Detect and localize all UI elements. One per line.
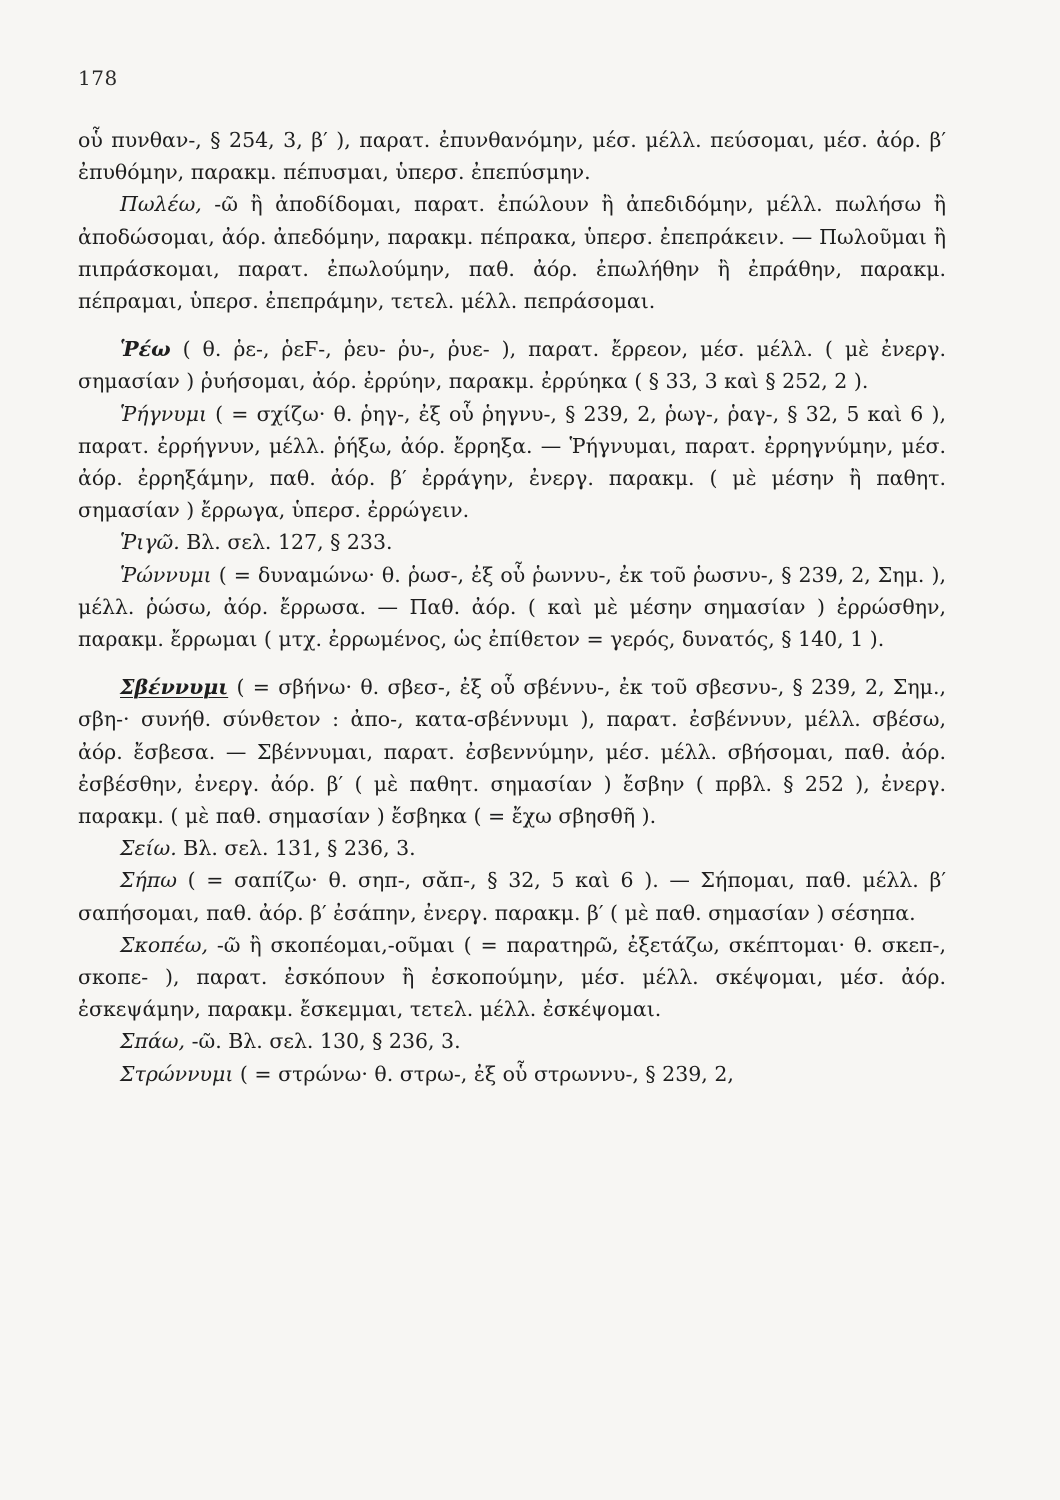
entry-text: ( = στρώνω· θ. στρω-, ἐξ οὗ στρωννυ-, § 239, 2,	[233, 1061, 734, 1086]
entry-headword: Ῥώννυμι	[120, 562, 212, 587]
page-number: 178	[78, 66, 118, 90]
entry-rigo	[78, 526, 946, 558]
entry-headword: Στρώννυμι	[120, 1061, 234, 1086]
entry-text: ( = σαπίζω· θ. σηπ-, σᾰπ-, § 32, 5 καὶ 6 ). — Σήπομαι, παθ. μέλλ. β′ σαπήσομαι, παθ. ἀόρ. β′ ἐσάπην, ἐνεργ. παρακμ. β′ ( μὲ παθ. σημασίαν ) σέσηπα.	[78, 868, 946, 925]
entry-text: Βλ. σελ. 131, § 236, 3.	[176, 836, 416, 861]
entry-headword: Σπάω,	[120, 1029, 186, 1054]
entry-reo	[78, 333, 946, 397]
entry-spao	[78, 1025, 946, 1057]
entry-text: ( θ. ῥε-, ῥεϜ-, ῥευ- ῥυ-, ῥυε- ), παρατ. ἔρρεον, μέσ. μέλλ. ( μὲ ἐνεργ. σημασίαν ) ῥυήσομαι, ἀόρ. ἐρρύην, παρακμ. ἐρρύηκα ( § 33, 3 καὶ § 252, 2 ).	[78, 337, 946, 394]
entry-sbennymi	[78, 671, 946, 832]
entry-headword: Σήπω	[120, 868, 177, 893]
entry-text: ( = σχίζω· θ. ῥηγ-, ἐξ οὗ ῥηγνυ-, § 239, 2, ῥωγ-, ῥαγ-, § 32, 5 καὶ 6 ), παρατ. ἐρρήγνυν, μέλλ. ῥήξω, ἀόρ. ἔρρηξα. — Ῥήγνυμαι, παρατ. ἐρρηγνύμην, μέσ. ἀόρ. ἐρρηξάμην, παθ. ἀόρ. β′ ἐρράγην, ἐνεργ. παρακμ. ( μὲ μέσην ἢ παθητ. σημασίαν ) ἔρρωγα, ὑπερσ. ἐρρώγειν.	[78, 401, 946, 523]
entry-sepo	[78, 864, 946, 928]
entry-headword: Σβέννυμι	[120, 675, 229, 700]
entry-text: ( = δυναμώνω· θ. ῥωσ-, ἐξ οὗ ῥωννυ-, ἐκ τοῦ ῥωσνυ-, § 239, 2, Σημ. ), μέλλ. ῥώσω, ἀόρ. ἔρρωσα. — Παθ. ἀόρ. ( καὶ μὲ μέσην σημασίαν ) ἐρρώσθην, παρακμ. ἔρρωμαι ( μτχ. ἐρρωμένος, ὡς ἐπίθετον = γερός, δυνατός, § 140, 1 ).	[78, 562, 946, 652]
entry-headword: Πωλέω,	[120, 192, 202, 217]
entry-headword: Ῥιγῶ.	[120, 530, 180, 555]
entry-headword: Ῥέω	[120, 337, 171, 362]
entry-text: -ῶ. Βλ. σελ. 130, § 236, 3.	[185, 1029, 461, 1054]
entry-text: ( = σβήνω· θ. σβεσ-, ἐξ οὗ σβέννυ-, ἐκ τοῦ σβεσνυ-, § 239, 2, Σημ., σβη-· συνήθ. σύνθετον : ἀπο-, κατα-σβέννυμι ), παρατ. ἐσβέννυν, μέλλ. σβέσω, ἀόρ. ἔσβεσα. — Σβέννυμαι, παρατ. ἐσβεννύμην, μέσ. μέλλ. σβήσομαι, παθ. ἀόρ. ἐσβέσθην, ἐνεργ. ἀόρ. β′ ( μὲ παθητ. σημασίαν ) ἔσβην ( πρβλ. § 252 ), ἐνεργ. παρακμ. ( μὲ παθ. σημασίαν ) ἔσβηκα ( = ἔχω σβησθῆ ).	[78, 675, 946, 829]
entry-text: -ῶ ἢ ἀποδίδομαι, παρατ. ἐπώλουν ἢ ἀπεδιδόμην, μέλλ. πωλήσω ἢ ἀποδώσομαι, ἀόρ. ἀπεδόμην, παρακμ. πέπρακα, ὑπερσ. ἐπεπράκειν. — Πωλοῦμαι ἢ πιπράσκομαι, παρατ. ἐπωλούμην, παθ. ἀόρ. ἐπωλήθην ἢ ἐπράθην, παρακμ. πέπραμαι, ὑπερσ. ἐπεπράμην, τετελ. μέλλ. πεπράσομαι.	[78, 192, 946, 314]
entry-text: οὗ πυνθαν-, § 254, 3, β′ ), παρατ. ἐπυνθανόμην, μέσ. μέλλ. πεύσομαι, μέσ. ἀόρ. β′ ἐπυθόμην, παρακμ. πέπυσμαι, ὑπερσ. ἐπεπύσμην.	[78, 128, 946, 185]
entry-poleo	[78, 188, 946, 317]
entry-continuation	[78, 124, 946, 188]
entry-regnymi	[78, 398, 946, 527]
entry-skopeo	[78, 929, 946, 1026]
entry-headword: Σκοπέω,	[120, 932, 208, 957]
entry-text: -ῶ ἢ σκοπέομαι,-οῦμαι ( = παρατηρῶ, ἐξετάζω, σκέπτομαι· θ. σκεπ-, σκοπε- ), παρατ. ἐσκόπουν ἢ ἐσκοπούμην, μέσ. μέλλ. σκέψομαι, μέσ. ἀόρ. ἐσκεψάμην, παρακμ. ἔσκεμμαι, τετελ. μέλλ. ἐσκέψομαι.	[78, 932, 946, 1022]
entry-text: Βλ. σελ. 127, § 233.	[179, 530, 393, 555]
entry-headword: Ῥήγνυμι	[120, 401, 208, 426]
entry-rhonnymi	[78, 559, 946, 656]
dictionary-text	[78, 124, 946, 1090]
entry-stronnymi	[78, 1058, 946, 1090]
entry-seio	[78, 832, 946, 864]
entry-headword: Σείω.	[120, 836, 177, 861]
